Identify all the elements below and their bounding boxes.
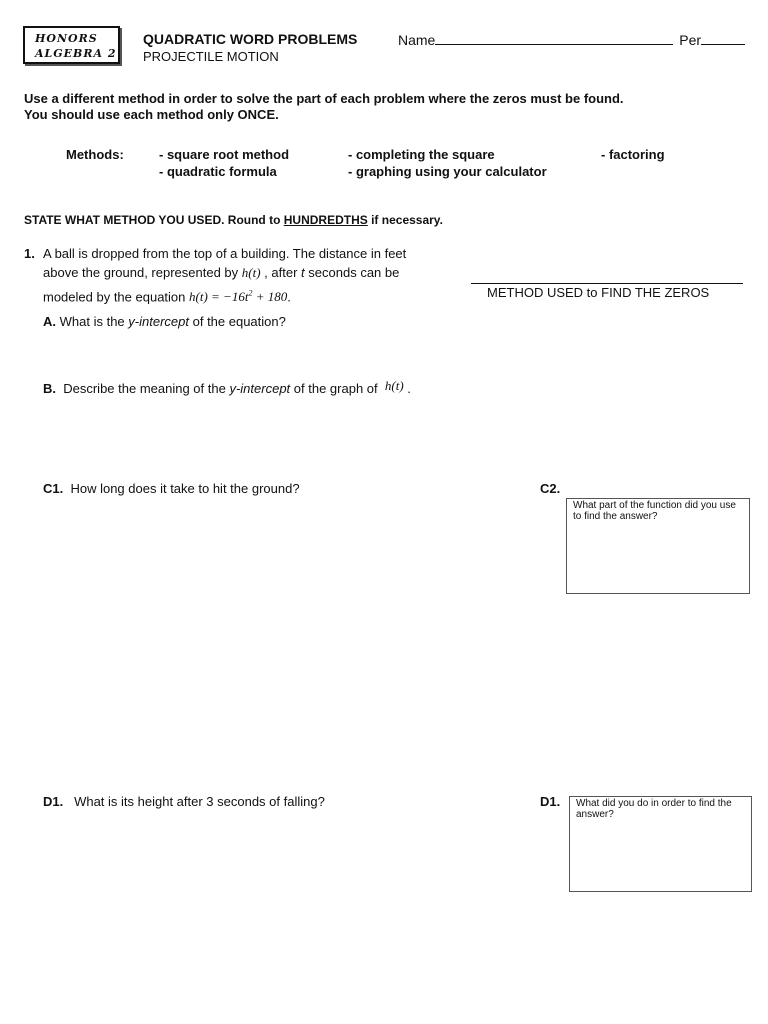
part-d1-label: D1. xyxy=(43,794,64,809)
problem-number: 1. xyxy=(24,246,35,261)
part-d2-answer-box[interactable] xyxy=(569,796,752,892)
problem-line-1: A ball is dropped from the top of a building. The distance in feet xyxy=(43,246,407,261)
rounding-suffix: if necessary. xyxy=(367,213,443,227)
part-b-text-b: of the graph of xyxy=(293,381,378,396)
part-a-text-b: of the equation? xyxy=(192,314,286,329)
equation xyxy=(189,289,287,304)
part-a-term: y-intercept xyxy=(128,314,189,329)
part-a-question xyxy=(43,314,286,329)
worksheet-title: QUADRATIC WORD PROBLEMS xyxy=(143,31,358,47)
part-c2-box-text: What part of the function did you use to find the answer? xyxy=(573,500,736,522)
method-square-root: - square root method xyxy=(159,147,290,162)
per-label: Per xyxy=(679,32,702,48)
equation-lhs: h(t) = −16t xyxy=(189,289,249,305)
name-blank[interactable] xyxy=(435,33,673,45)
part-b-end: . xyxy=(407,381,411,396)
method-used-label: METHOD USED to FIND THE ZEROS xyxy=(487,285,710,300)
per-blank[interactable] xyxy=(701,33,745,45)
method-graphing: - graphing using your calculator xyxy=(348,164,547,179)
part-d1-text: What is its height after 3 seconds of falling? xyxy=(74,794,325,809)
part-d1-question xyxy=(43,794,325,809)
part-b-term: y-intercept xyxy=(229,381,291,396)
problem-line-3 xyxy=(43,289,291,305)
part-c1-label: C1. xyxy=(43,481,64,496)
worksheet-subtitle: PROJECTILE MOTION xyxy=(143,49,279,64)
instructions-line-1: Use a different method in order to solve the part of each problem where the zeros must be found. xyxy=(24,91,624,106)
variable-t: t xyxy=(301,265,305,280)
part-a-label: A. xyxy=(43,314,56,329)
method-answer-line[interactable] xyxy=(471,283,743,284)
problem-line-2a: above the ground, represented by xyxy=(43,265,239,280)
method-completing-square: - completing the square xyxy=(348,147,495,162)
problem-line-2 xyxy=(43,265,399,281)
part-d2-box-text: What did you do in order to find the answer? xyxy=(576,798,732,820)
part-a-text-a: What is the xyxy=(59,314,125,329)
part-c1-text: How long does it take to hit the ground? xyxy=(70,481,300,496)
method-quadratic-formula: - quadratic formula xyxy=(159,164,277,179)
problem-line-2b: , after xyxy=(264,265,298,280)
part-c2-label: C2. xyxy=(540,481,561,496)
name-per-row xyxy=(398,32,745,48)
instructions-line-2: You should use each method only ONCE. xyxy=(24,107,279,122)
method-factoring: - factoring xyxy=(601,147,665,162)
badge-line-1: HONORS xyxy=(35,32,98,45)
rounding-underlined: HUNDREDTHS xyxy=(283,213,368,227)
badge-line-2: ALGEBRA 2 xyxy=(35,47,117,60)
rounding-prefix: STATE WHAT METHOD YOU USED. Round to xyxy=(24,213,284,227)
part-b-label: B. xyxy=(43,381,56,396)
rounding-instruction xyxy=(24,213,443,227)
course-badge xyxy=(23,26,120,64)
part-b-function: h(t) xyxy=(384,378,404,393)
name-label: Name xyxy=(398,32,436,48)
problem-line-2c: seconds can be xyxy=(308,265,400,280)
function-notation: h(t) xyxy=(241,265,261,280)
part-c2-answer-box[interactable] xyxy=(566,498,750,594)
part-b-text-a: Describe the meaning of the xyxy=(63,381,226,396)
instructions xyxy=(24,91,624,123)
problem-line-3a: modeled by the equation xyxy=(43,289,186,305)
equation-rhs: + 180 xyxy=(252,289,288,305)
part-d2-label: D1. xyxy=(540,794,561,809)
equation-exponent: 2 xyxy=(248,289,253,298)
part-c1-question xyxy=(43,481,300,496)
methods-label: Methods: xyxy=(66,147,124,162)
part-b-question xyxy=(43,378,411,397)
problem-line-3-end: . xyxy=(287,289,291,305)
